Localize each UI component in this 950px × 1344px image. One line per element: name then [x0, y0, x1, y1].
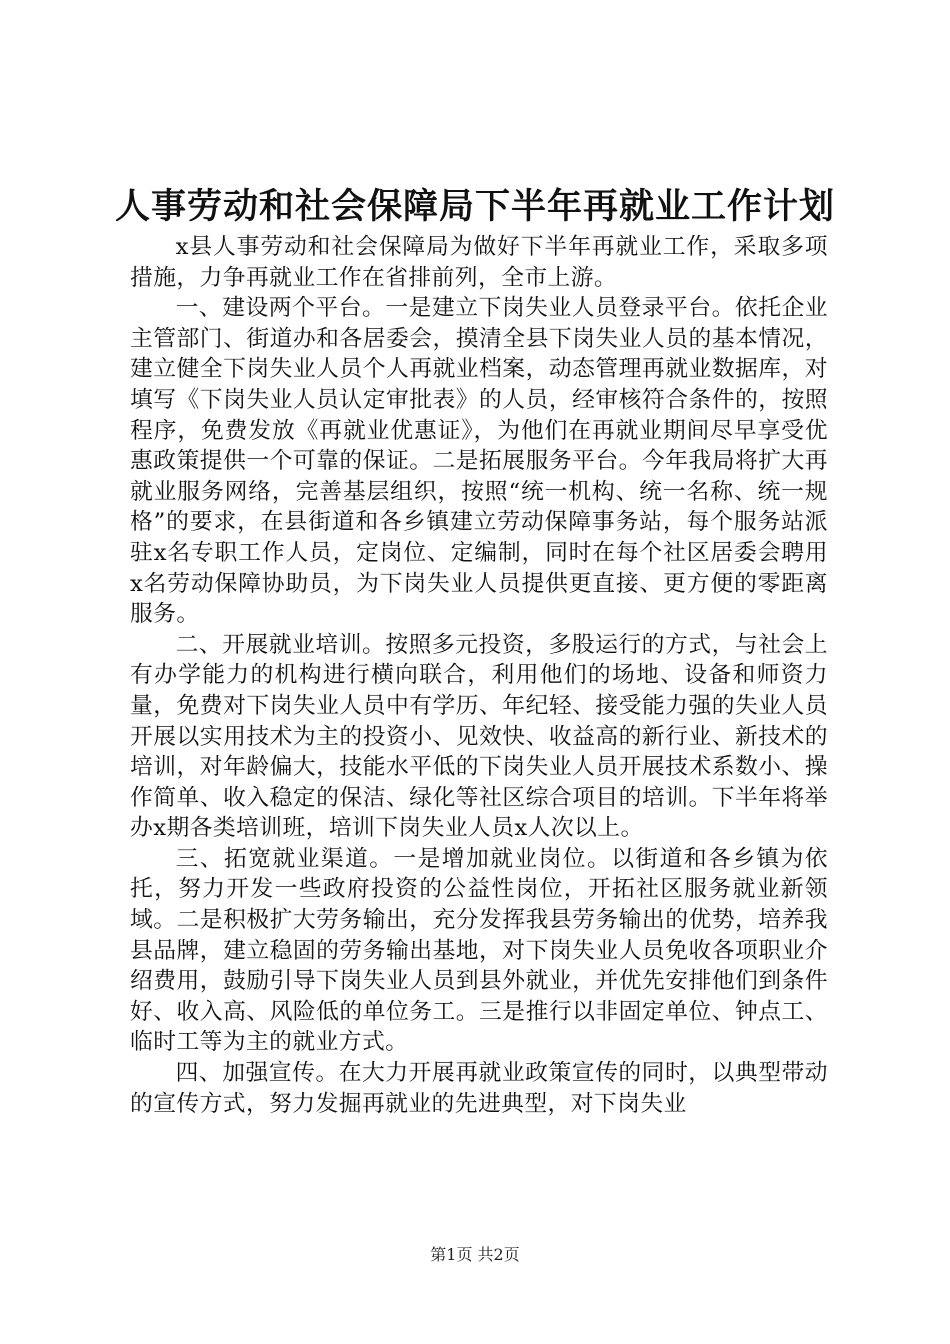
page-number-footer: 第1页 共2页 — [430, 1245, 520, 1264]
document-body — [130, 232, 828, 1119]
document-title: 人事劳动和社会保障局下半年再就业工作计划 — [114, 186, 835, 227]
paragraph-section-2: 二、开展就业培训。按照多元投资，多股运行的方式，与社会上有办学能力的机构进行横向联合，利用他们的场地、设备和师资力量，免费对下岗失业人员中有学历、年纪轻、接受能力强的失业人员开展以实用技术为主的投资小、见效快、收益高的新行业、新技术的培训，对年龄偏大，技能水平低的下岗失业人员开展技术系数小、操作简单、收入稳定的保洁、绿化等社区综合项目的培训。下半年将举办x期各类培训班，培训下岗失业人员x人次以上。 — [130, 631, 828, 842]
paragraph-section-3: 三、拓宽就业渠道。一是增加就业岗位。以街道和各乡镇为依托，努力开发一些政府投资的公益性岗位，开拓社区服务就业新领域。二是积极扩大劳务输出，充分发挥我县劳务输出的优势，培养我县品牌，建立稳固的劳务输出基地，对下岗失业人员免收各项职业介绍费用，鼓励引导下岗失业人员到县外就业，并优先安排他们到条件好、收入高、风险低的单位务工。三是推行以非固定单位、钟点工、临时工等为主的就业方式。 — [130, 845, 828, 1056]
paragraph-section-1: 一、建设两个平台。一是建立下岗失业人员登录平台。依托企业主管部门、街道办和各居委会，摸清全县下岗失业人员的基本情况，建立健全下岗失业人员个人再就业档案，动态管理再就业数据库，对填写《下岗失业人员认定审批表》的人员，经审核符合条件的，按照程序，免费发放《再就业优惠证》，为他们在再就业期间尽早享受优惠政策提供一个可靠的保证。二是拓展服务平台。今年我局将扩大再就业服务网络，完善基层组织，按照“统一机构、统一名称、统一规格”的要求，在县街道和各乡镇建立劳动保障事务站，每个服务站派驻x名专职工作人员，定岗位、定编制，同时在每个社区居委会聘用x名劳动保障协助员，为下岗失业人员提供更直接、更方便的零距离服务。 — [130, 295, 828, 628]
paragraph-intro: x县人事劳动和社会保障局为做好下半年再就业工作，采取多项措施，力争再就业工作在省排前列，全市上游。 — [130, 234, 828, 291]
paragraph-section-4: 四、加强宣传。在大力开展再就业政策宣传的同时，以典型带动的宣传方式，努力发掘再就业的先进典型，对下岗失业 — [130, 1060, 828, 1117]
